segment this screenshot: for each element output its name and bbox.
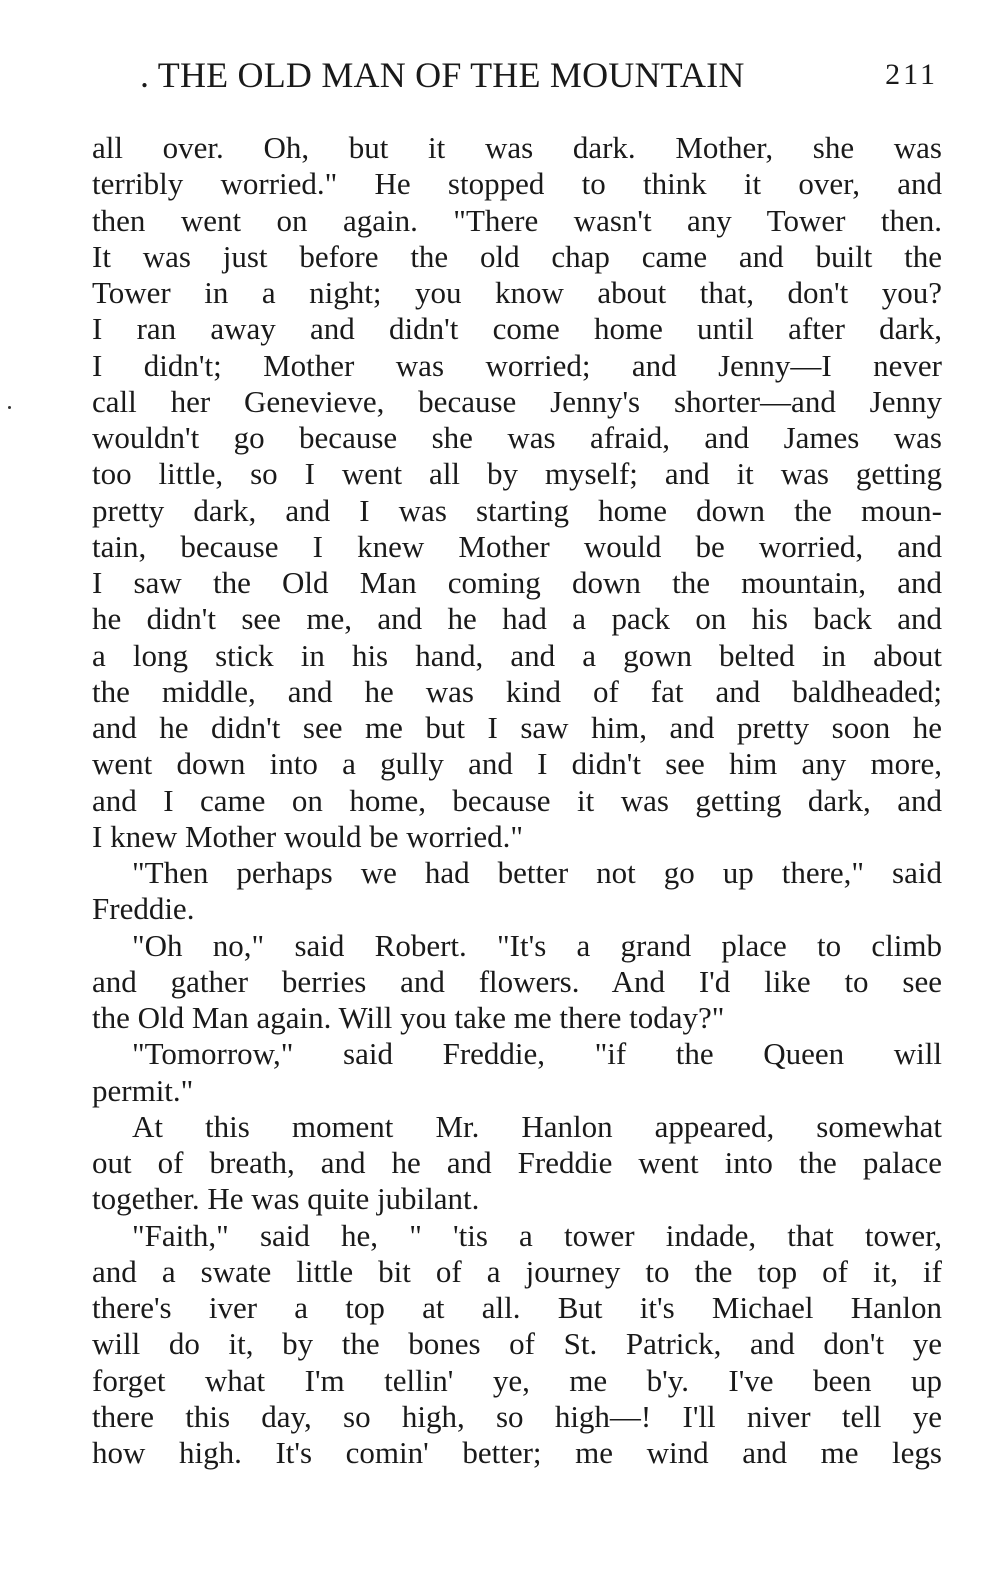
text-line: he didn't see me, and he had a pack on his back and: [92, 601, 942, 637]
text-line: how high. It's comin' better; me wind and me legs: [92, 1435, 942, 1470]
text-line: there's iver a top at all. But it's Michael Hanlon: [92, 1290, 942, 1325]
body-text: [92, 130, 942, 1471]
text-line: I saw the Old Man coming down the mountain, and: [92, 565, 942, 600]
text-line: all over. Oh, but it was dark. Mother, she was: [92, 130, 942, 165]
margin-speck: [8, 406, 11, 409]
text-line: went down into a gully and I didn't see him any more,: [92, 746, 942, 782]
text-line: and I came on home, because it was getting dark, and: [92, 782, 942, 818]
text-line: "Faith," said he, " 'tis a tower indade, that tower,: [132, 1217, 942, 1253]
text-line: wouldn't go because she was afraid, and James was: [92, 420, 942, 455]
text-line: call her Genevieve, because Jenny's shorter—and Jenny: [92, 383, 942, 419]
text-line: will do it, by the bones of St. Patrick, and don't ye: [92, 1326, 942, 1362]
text-line: and gather berries and flowers. And I'd like to see: [92, 963, 942, 999]
text-line: then went on again. "There wasn't any Tower then.: [92, 202, 942, 238]
text-line: At this moment Mr. Hanlon appeared, somewhat: [132, 1108, 942, 1144]
text-line: terribly worried." He stopped to think it over, and: [92, 166, 942, 202]
text-line: I ran away and didn't come home until after dark,: [92, 311, 942, 347]
text-line: forget what I'm tellin' ye, me b'y. I've been up: [92, 1362, 942, 1398]
page-number: 211: [885, 58, 938, 91]
text-line: and he didn't see me but I saw him, and pretty soon he: [92, 710, 942, 745]
text-line: pretty dark, and I was starting home down the moun-: [92, 492, 942, 528]
text-line: Freddie.: [92, 891, 195, 927]
text-line: out of breath, and he and Freddie went into the palace: [92, 1145, 942, 1180]
text-line: a long stick in his hand, and a gown belted in about: [92, 637, 942, 673]
text-line: together. He was quite jubilant.: [92, 1181, 480, 1217]
text-line: the middle, and he was kind of fat and baldheaded;: [92, 673, 942, 709]
text-line: I knew Mother would be worried.": [92, 818, 524, 854]
running-header: [140, 50, 940, 100]
text-line: I didn't; Mother was worried; and Jenny—I never: [92, 347, 942, 383]
text-line: "Then perhaps we had better not go up there," said: [132, 855, 942, 890]
text-line: "Oh no," said Robert. "It's a grand place to climb: [132, 927, 942, 963]
text-line: too little, so I went all by myself; and it was getting: [92, 456, 942, 492]
running-title: . THE OLD MAN OF THE MOUNTAIN: [140, 55, 745, 95]
text-line: there this day, so high, so high—! I'll niver tell ye: [92, 1398, 942, 1434]
text-line: the Old Man again. Will you take me there today?": [92, 1000, 725, 1035]
text-line: and a swate little bit of a journey to the top of it, if: [92, 1253, 942, 1289]
text-line: Tower in a night; you know about that, don't you?: [92, 275, 942, 310]
text-line: permit.": [92, 1072, 194, 1108]
text-line: "Tomorrow," said Freddie, "if the Queen will: [132, 1036, 942, 1072]
text-line: tain, because I knew Mother would be worried, and: [92, 528, 942, 564]
text-line: It was just before the old chap came and built the: [92, 238, 942, 274]
